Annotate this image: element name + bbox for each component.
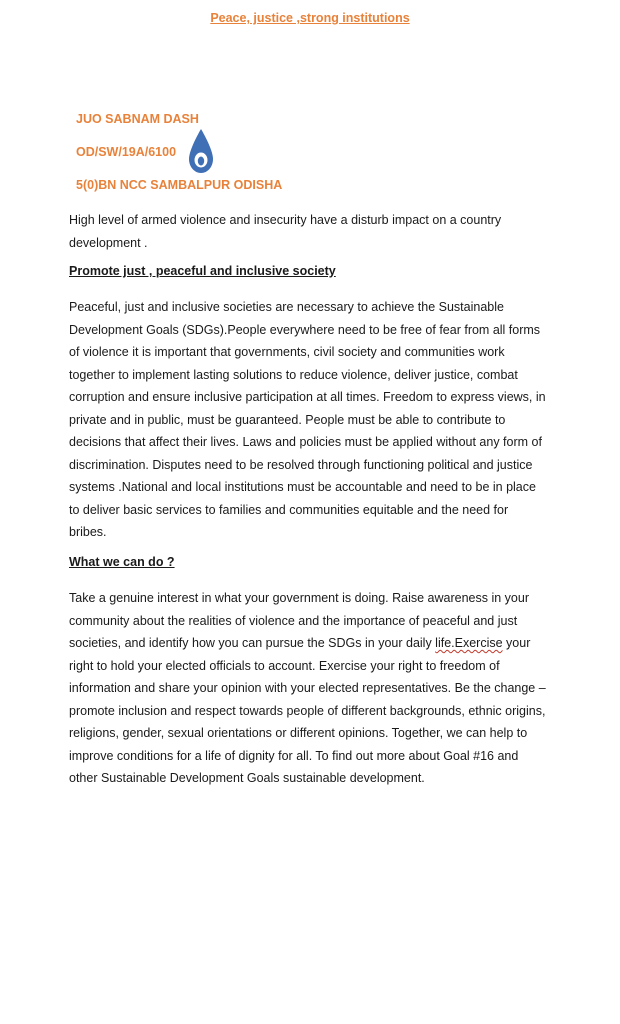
body-text-part: your right to hold your elected officials to account. Exercise your right to freedom of information and share your opinion with your elected representatives. Be the change – promote inclusion and respect towards people of different backgrounds, ethnic origins, religions, gender, sexual orientations or different opinions. Together, we can help to improve conditions for a life of dignity for all. To find out more about Goal #16 and other Sustainable Development Goals sustainable development.	[69, 636, 546, 785]
document-title: Peace, justice ,strong institutions	[210, 11, 410, 25]
section-body-what-we-can-do	[69, 587, 549, 790]
section-body-promote: Peaceful, just and inclusive societies are necessary to achieve the Sustainable Development Goals (SDGs).People everywhere need to be free of fear from all forms of violence it is important that governments, civil society and communities work together to implement lasting solutions to reduce violence, deliver justice, combat corruption and ensure inclusive participation at all times. Freedom to express views, in private and in public, must be guaranteed. People must be able to contribute to decisions that affect their lives. Laws and policies must be applied without any form of discrimination. Disputes need to be resolved through functioning political and justice systems .National and local institutions must be accountable and need to be in place to deliver basic services to families and communities equitable and the need for bribes.	[69, 300, 546, 539]
body-text-part: Take a genuine interest in what your government is doing. Raise awareness in your community about the realities of violence and the importance of peaceful and just societies, and identify how you can pursue the SDGs in your daily	[69, 591, 529, 650]
author-unit: 5(0)BN NCC SAMBALPUR ODISHA	[76, 178, 283, 192]
intro-paragraph: High level of armed violence and insecurity have a disturb impact on a country development .	[69, 213, 502, 250]
spellcheck-flagged-word: life.Exercise	[435, 636, 503, 650]
section-heading-what-we-can-do: What we can do ?	[69, 555, 175, 569]
section-heading-promote: Promote just , peaceful and inclusive society	[69, 264, 336, 278]
author-name: JUO SABNAM DASH	[76, 112, 199, 126]
water-drop-icon	[186, 127, 216, 175]
author-id: OD/SW/19A/6100	[76, 145, 177, 159]
